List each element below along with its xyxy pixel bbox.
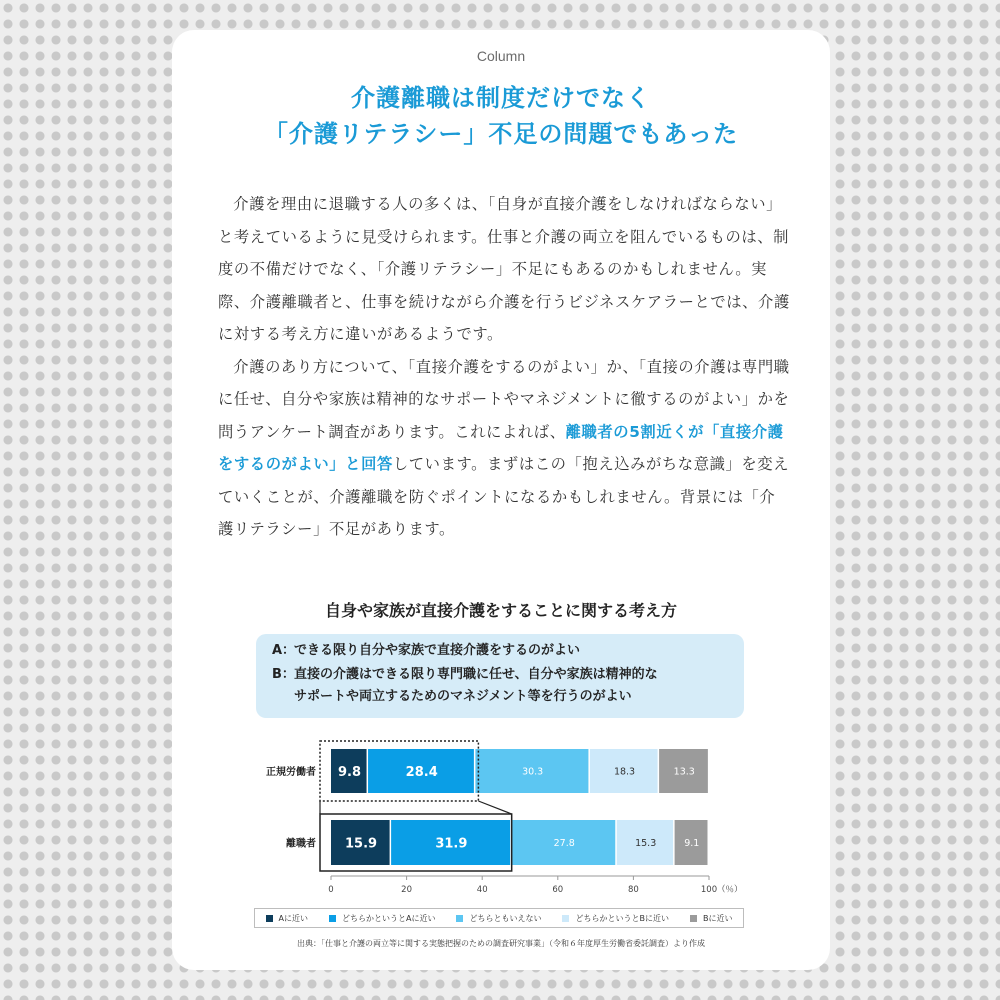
highlight-text: 離職者 bbox=[565, 422, 614, 441]
body-line: しています。まずはこの bbox=[392, 455, 567, 473]
definition-b-key: B： bbox=[272, 667, 295, 682]
chart-legend bbox=[254, 908, 744, 928]
bar-value-label: 15.9 bbox=[345, 836, 378, 852]
x-tick-label: 20 bbox=[401, 885, 413, 895]
x-tick-label: 0 bbox=[328, 885, 334, 895]
legend-label: どちらともいえない bbox=[469, 913, 542, 923]
category-label: 正規労働者 bbox=[266, 767, 316, 778]
body-line: かもしれません。実際、介護離職者と、仕事を続けながら介護を行うビ bbox=[218, 260, 768, 311]
x-tick-label: 40 bbox=[476, 885, 488, 895]
legend-swatch bbox=[329, 915, 336, 922]
legend-swatch bbox=[562, 915, 569, 922]
definition-a-text: できる限り自分や家族で直接介護をするのがよい bbox=[294, 643, 581, 658]
legend-item bbox=[329, 913, 435, 924]
bar-value-label: 28.4 bbox=[405, 765, 438, 780]
source-note: 出典：「仕事と介護の両立等に関する実態把握のための調査研究事業」（令和６年度厚生労働省委託調査）より作成 bbox=[297, 939, 705, 948]
body-line: 介護を理由に退職する人の多くは、「自身が直接介護をしなければな bbox=[233, 195, 719, 213]
legend-label: Aに近い bbox=[278, 913, 308, 923]
bar-value-label: 31.9 bbox=[435, 836, 468, 852]
x-tick-label: 60 bbox=[552, 885, 564, 895]
legend-item bbox=[266, 913, 308, 924]
highlight-text: の5割近くが「直接介護をするのがよい」と回答 bbox=[218, 422, 784, 473]
legend-label: どちらかというとAに近い bbox=[341, 913, 436, 923]
bar-value-label: 15.3 bbox=[635, 838, 657, 849]
chart-title: 自身や家族が直接介護をすることに関する考え方 bbox=[324, 601, 677, 620]
legend-swatch bbox=[266, 915, 273, 922]
body-line: 介護のあり方について、「直接介護をするのがよい」か、「直接の介護 bbox=[233, 357, 727, 376]
legend-item bbox=[562, 913, 669, 924]
bar-value-label: 18.3 bbox=[613, 766, 636, 778]
bar-value-label: 9.1 bbox=[684, 838, 700, 849]
bar-value-label: 13.3 bbox=[673, 766, 695, 778]
body-line: ジネスケアラーとでは、介護に対する考え方に違いがあるようです。 bbox=[218, 292, 790, 343]
legend-item bbox=[690, 913, 733, 924]
definition-b-text-2: サポートや両立するためのマネジメント等を行うのがよい bbox=[294, 689, 632, 704]
legend-swatch bbox=[456, 915, 463, 922]
body-line: 「抱え込みがちな意識」を変えていくことが、介護離職を防ぐポイントに bbox=[218, 455, 790, 506]
legend-swatch bbox=[690, 915, 697, 922]
category-label: 離職者 bbox=[286, 838, 316, 850]
body-line: いるものは、制度の不備だけでなく、「介護リテラシー」不足にもあるの bbox=[218, 227, 790, 278]
bar-value-label: 27.8 bbox=[553, 838, 575, 849]
bar-value-label: 9.8 bbox=[338, 765, 362, 780]
legend-item bbox=[456, 913, 541, 924]
x-tick-label: 80 bbox=[627, 885, 639, 895]
body-line: るのがよい」かを問うアンケート調査があります。これによれば、 bbox=[218, 390, 790, 441]
legend-label: どちらかというとBに近い bbox=[575, 913, 669, 923]
x-unit-label: （％） bbox=[717, 885, 743, 895]
connector-line bbox=[478, 801, 511, 814]
body-line: なるかもしれません。背景には「介護リテラシー」不足があります。 bbox=[218, 487, 776, 538]
article-title-line1: 介護離職は制度だけでなく bbox=[351, 84, 651, 112]
article-title-line2: 「介護リテラシー」不足の問題でもあった bbox=[263, 120, 739, 148]
x-tick-label: 100 bbox=[700, 885, 718, 895]
bar-value-label: 30.3 bbox=[522, 766, 544, 778]
legend-label: Bに近い bbox=[702, 913, 733, 923]
definition-b-text: 直接の介護はできる限り専門職に任せ、自分や家族は精神的な bbox=[294, 667, 658, 682]
column-label: Column bbox=[476, 48, 526, 64]
definition-a-key: A： bbox=[272, 643, 296, 658]
body-line: は専門職に任せ、自分や家族は精神的なサポートやマネジメントに徹す bbox=[218, 357, 790, 408]
body-line: らない」と考えているように見受けられます。仕事と介護の両立を阻んで bbox=[218, 195, 783, 246]
